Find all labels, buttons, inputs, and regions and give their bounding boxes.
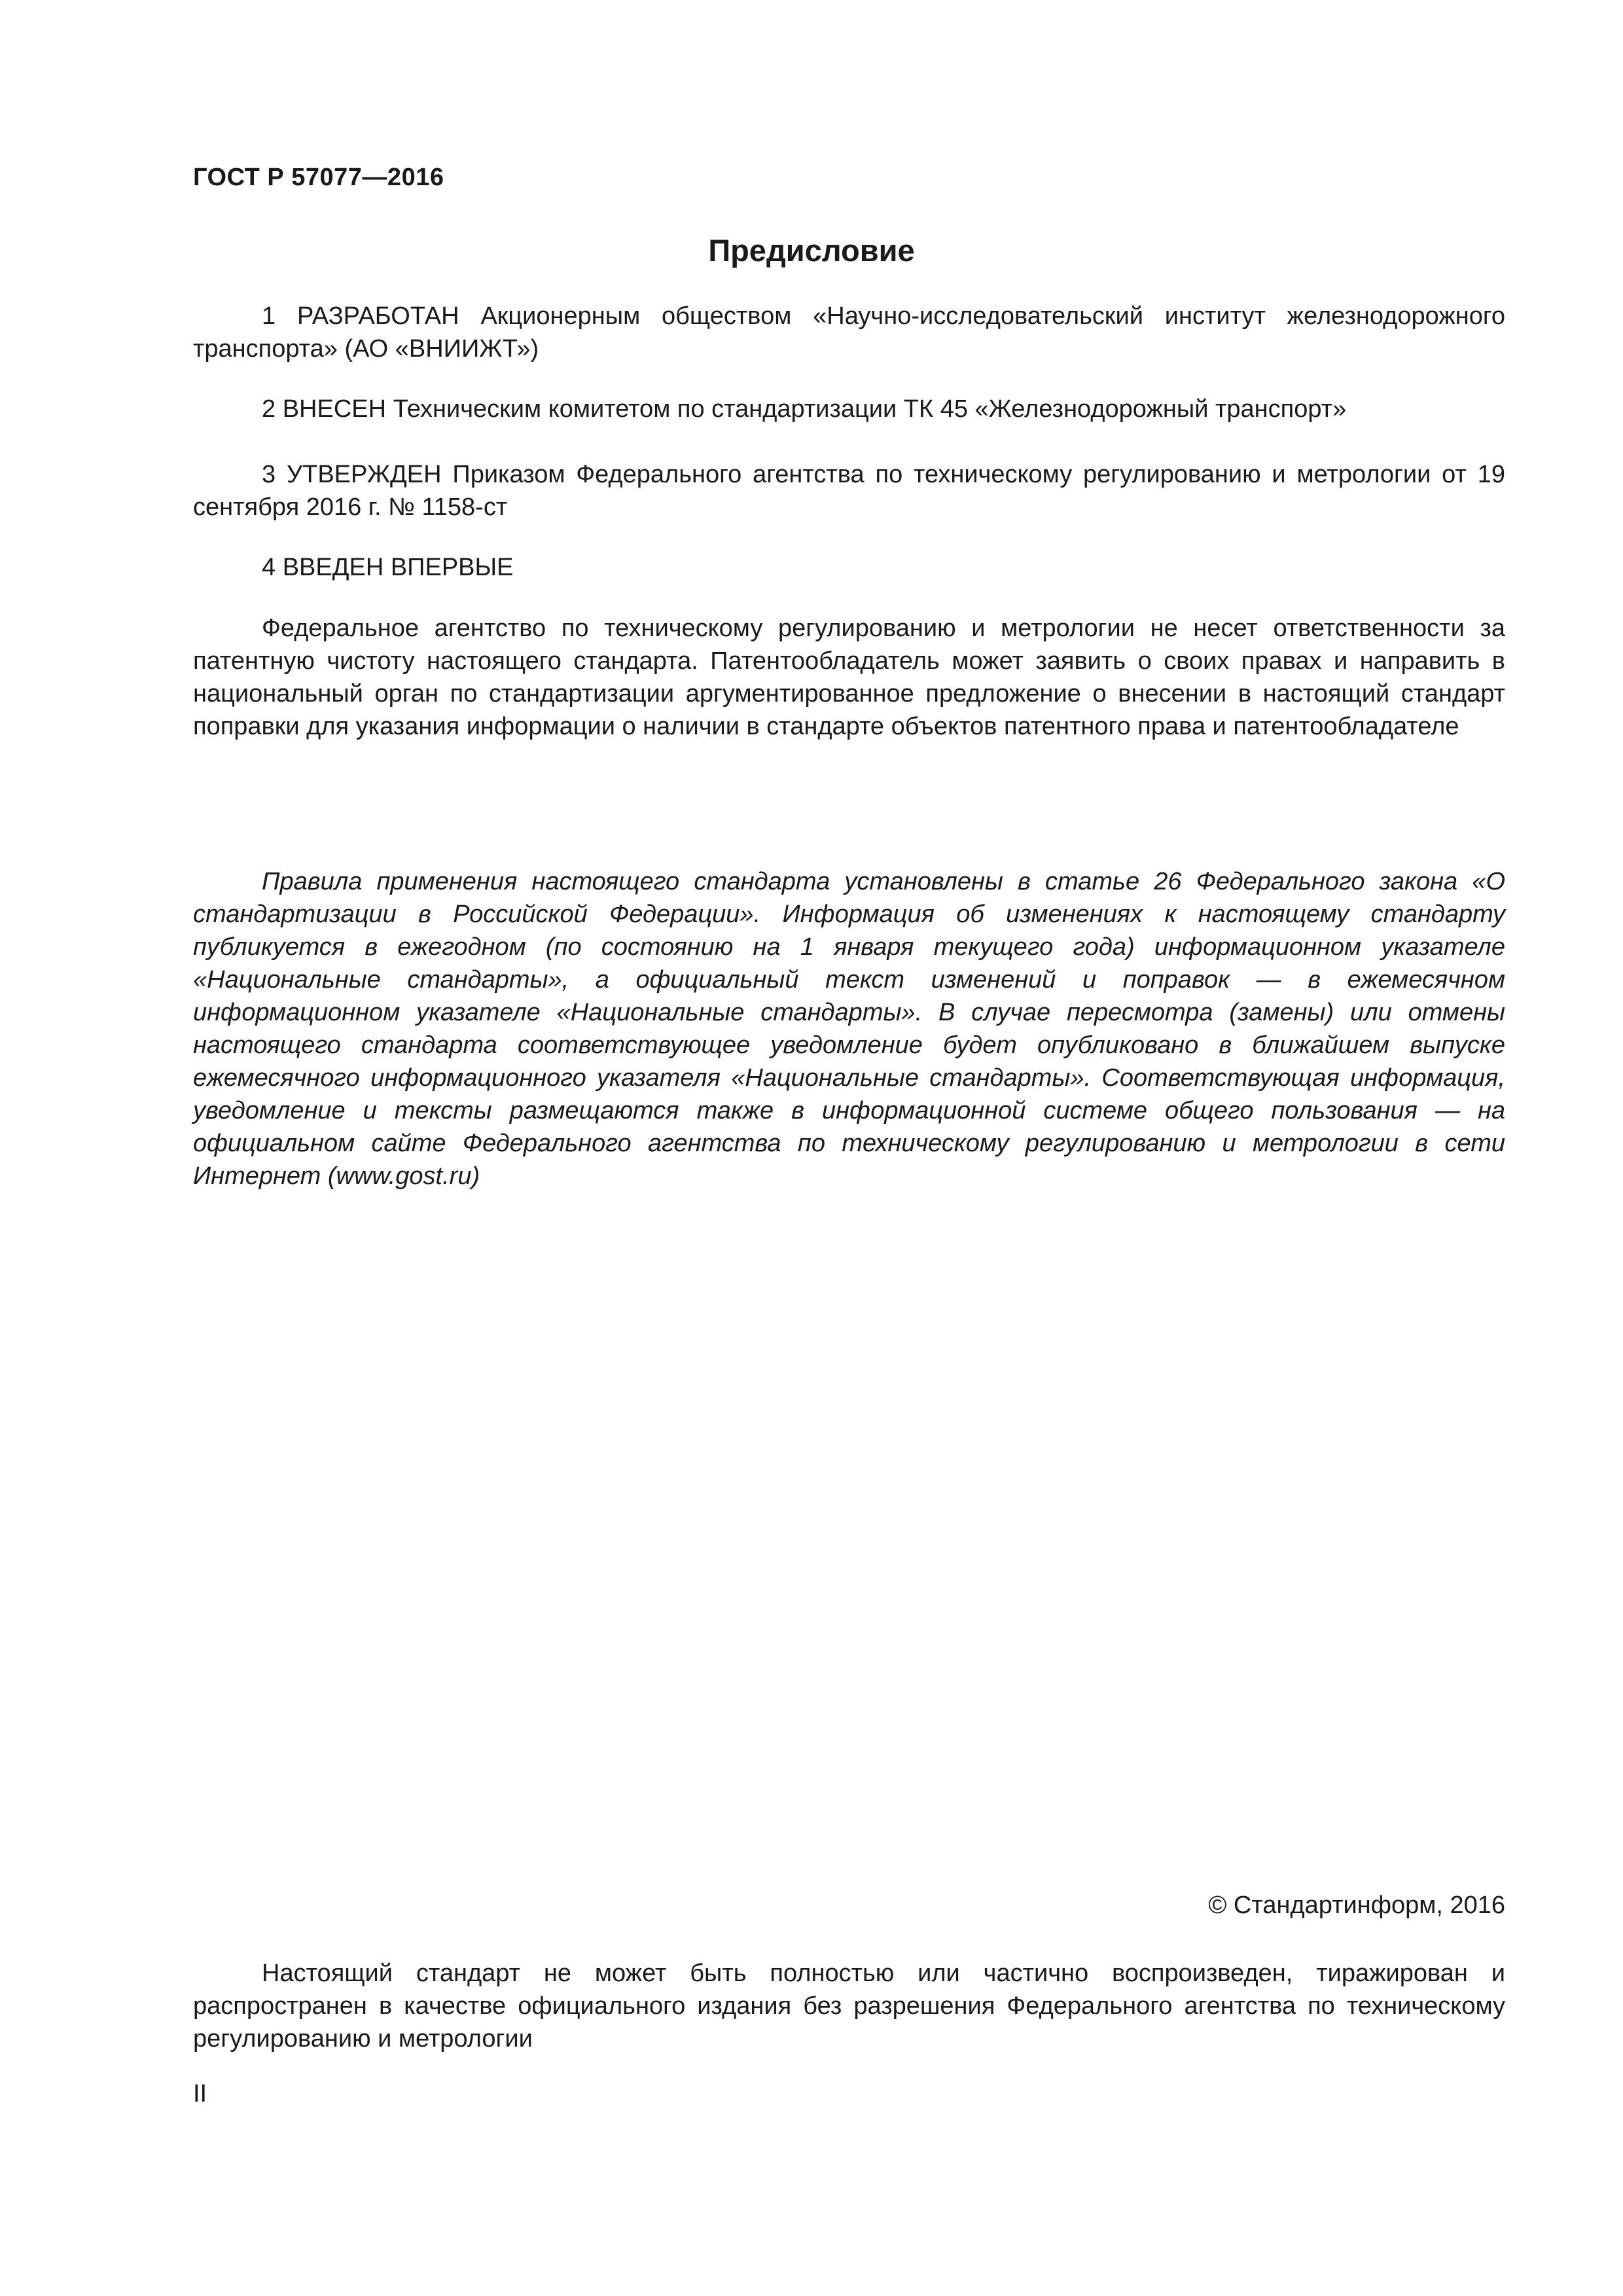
foreword-item-1 — [193, 300, 1505, 365]
item-number: 3 — [262, 461, 276, 488]
item-text: Приказом Федерального агентства по техническому регулированию и метрологии от 19 сентября 2016 г. № 1158-ст — [193, 461, 1505, 521]
item-label: ВНЕСЕН — [282, 395, 387, 423]
item-label: РАЗРАБОТАН — [296, 302, 459, 330]
page-number: II — [193, 2080, 207, 2108]
item-number: 1 — [262, 302, 276, 330]
item-number: 4 — [262, 554, 276, 581]
standard-code: ГОСТ Р 57077—2016 — [193, 164, 444, 191]
item-number: 2 — [262, 395, 276, 423]
foreword-item-2 — [193, 393, 1505, 425]
item-label: УТВЕРЖДЕН — [286, 461, 442, 488]
copyright-line: © Стандартинформ, 2016 — [1208, 1892, 1505, 1919]
foreword-item-4 — [193, 551, 1505, 584]
rules-notice: Правила применения настоящего стандарта установлены в статье 26 Федерального закона «О стандартизации в Российской Федерации». Информация об изменениях к настоящему стандарту публикуется в ежегодном (по состоянию на 1 января текущего года) информационном указателе «Национальные стандарты», а официальный текст изменений и поправок — в ежемесячном информационном указателе «Национальные стандарты». В случае пересмотра (замены) или отмены настоящего стандарта соответствующее уведомление будет опубликовано в ближайшем выпуске ежемесячного информационного указателя «Национальные стандарты». Соответствующая информация, уведомление и тексты размещаются также в информационной системе общего пользования — на официальном сайте Федерального агентства по техническому регулированию и метрологии в сети Интернет (www.gost.ru) — [193, 868, 1505, 1190]
item-text: Техническим комитетом по стандартизации ТК 45 «Железнодорожный транспорт» — [393, 395, 1347, 423]
item-label: ВВЕДЕН ВПЕРВЫЕ — [282, 554, 514, 581]
reproduction-notice: Настоящий стандарт не может быть полностью или частично воспроизведен, тиражирован и распространен в качестве официального издания без разрешения Федерального агентства по техническому регулированию и метрологии — [193, 1960, 1505, 2053]
item-text: Акционерным обществом «Научно-исследовательский институт железнодорожного транспорта» (АО «ВНИИЖТ») — [193, 302, 1505, 363]
page-title: Предисловие — [708, 233, 915, 268]
patent-notice: Федеральное агентство по техническому регулированию и метрологии не несет ответственности за патентную чистоту настоящего стандарта. Патентообладатель может заявить о своих правах и направить в национальный орган по стандартизации аргументированное предложение о внесении в настоящий стандарт поправки для указания информации о наличии в стандарте объектов патентного права и патентообладателе — [193, 615, 1505, 740]
foreword-item-3 — [193, 458, 1505, 524]
